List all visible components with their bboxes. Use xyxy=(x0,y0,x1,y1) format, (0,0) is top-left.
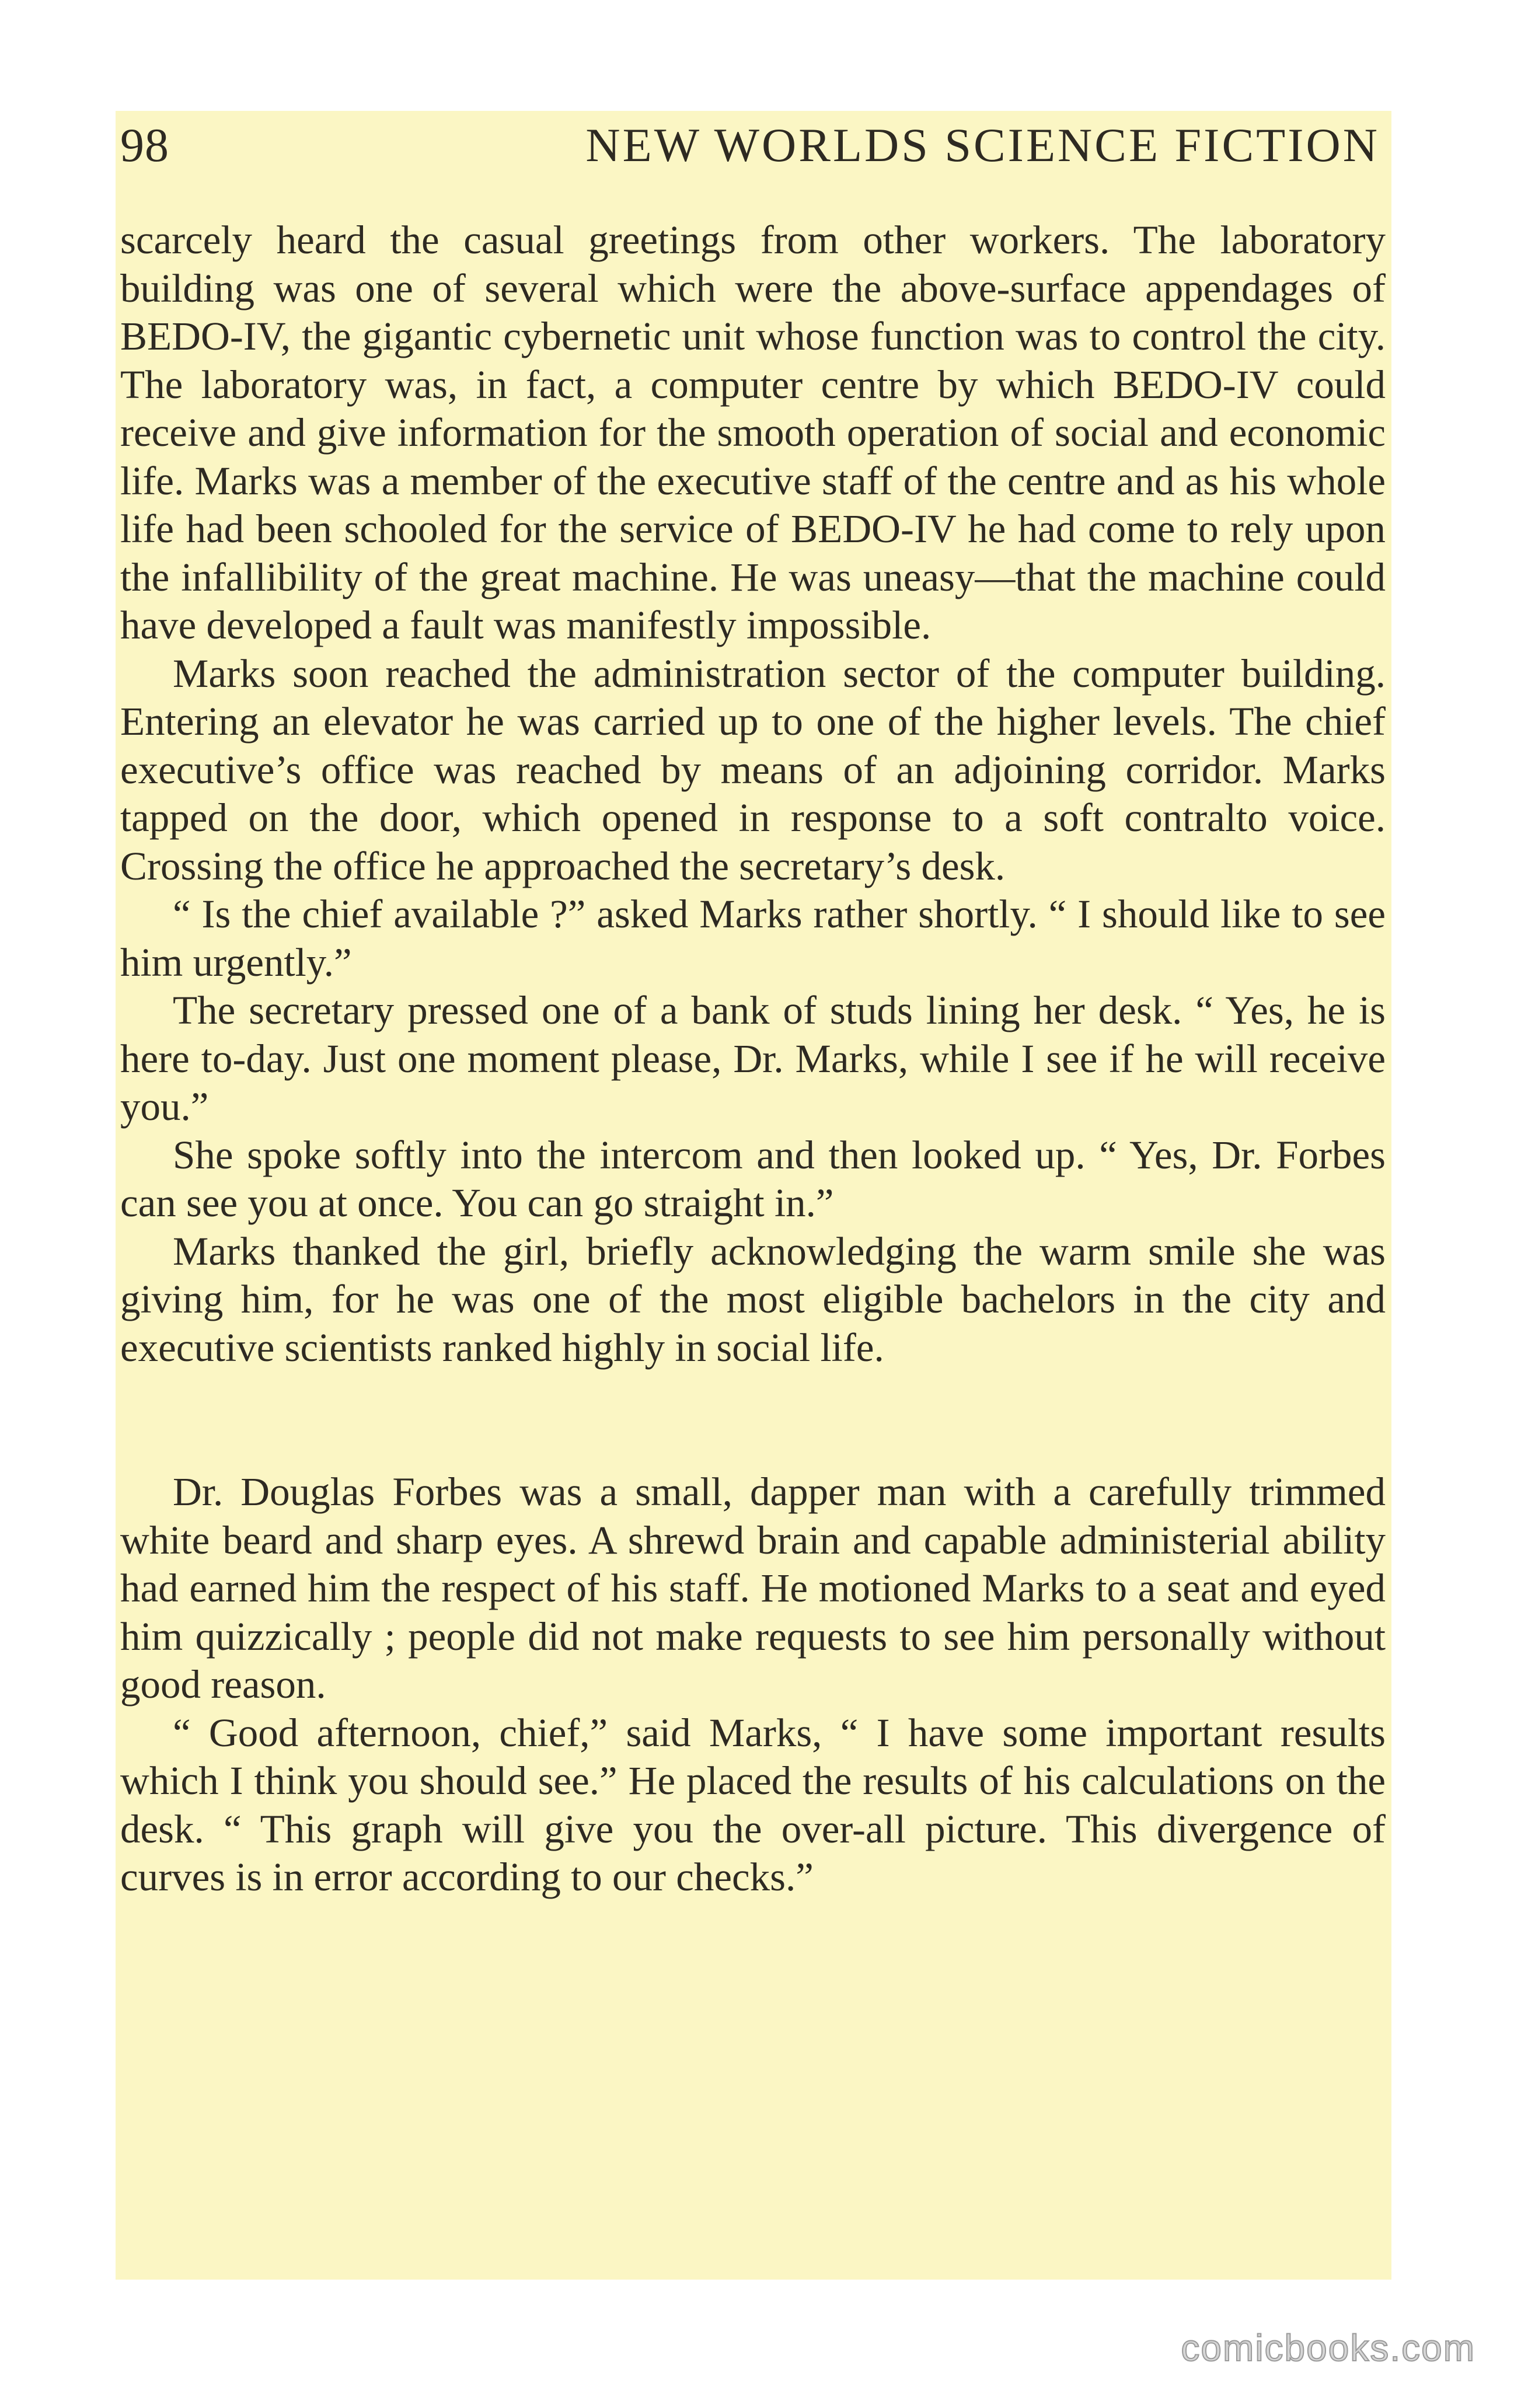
running-head: NEW WORLDS SCIENCE FICTION xyxy=(585,118,1380,172)
paragraph: Marks thanked the girl, briefly acknowledging the warm smile she was giving him, for he was one of the most eligible bachelors in the city and executive scientists ranked highly in social life. xyxy=(120,1229,1386,1370)
paragraph: “ Good afternoon, chief,” said Marks, “ I have some important results which I think you should see.” He placed the results of his calculations on the desk. “ This graph will give you the over-all picture. This divergence of curves is in error according to our checks.” xyxy=(120,1710,1386,1899)
paragraph: “ Is the chief available ?” asked Marks rather shortly. “ I should like to see him urgently.” xyxy=(120,892,1386,985)
watermark: comicbooks.com xyxy=(1181,2327,1475,2369)
body-text xyxy=(120,216,1386,1901)
paragraph: scarcely heard the casual greetings from other workers. The laboratory building was one of several which were the above-surface appendages of BEDO-IV, the gigantic cybernetic unit whose function was to control the city. The laboratory was, in fact, a computer centre by which BEDO-IV could receive and give information for the smooth operation of social and economic life. Marks was a member of the executive staff of the centre and as his whole life had been schooled for the service of BEDO-IV he had come to rely upon the infallibility of the great machine. He was uneasy—that the machine could have developed a fault was manifestly impossible. xyxy=(120,218,1386,647)
paragraph: The secretary pressed one of a bank of studs lining her desk. “ Yes, he is here to-day. Just one moment please, Dr. Marks, while I see if he will receive you.” xyxy=(120,988,1386,1129)
paragraph: Marks soon reached the administration sector of the computer building. Entering an elevator he was carried up to one of the higher levels. The chief executive’s office was reached by means of an adjoining corridor. Marks tapped on the door, which opened in response to a soft contralto voice. Crossing the office he approached the secretary’s desk. xyxy=(120,651,1386,888)
paragraph: Dr. Douglas Forbes was a small, dapper man with a carefully trimmed white beard and sharp eyes. A shrewd brain and capable administerial ability had earned him the respect of his staff. He motioned Marks to a seat and eyed him quizzically ; people did not make requests to see him personally without good reason. xyxy=(120,1470,1386,1706)
page-header xyxy=(116,111,1391,193)
book-page xyxy=(116,111,1391,2280)
paragraph: She spoke softly into the intercom and then looked up. “ Yes, Dr. Forbes can see you at once. You can go straight in.” xyxy=(120,1132,1386,1225)
page-number: 98 xyxy=(120,118,169,172)
